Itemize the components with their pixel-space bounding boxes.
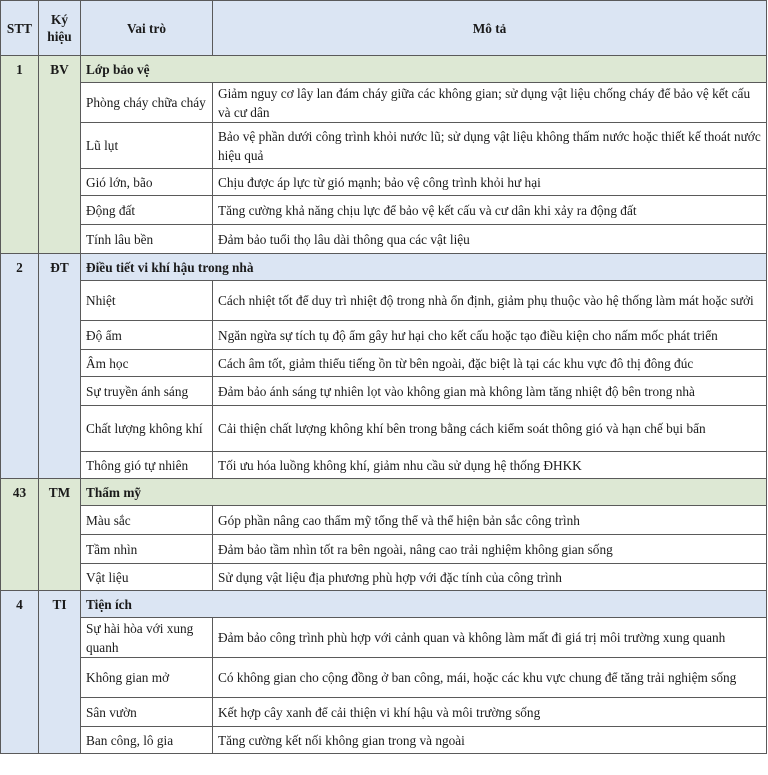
section-stt: 2 [1, 254, 39, 479]
role-cell: Sân vườn [81, 698, 213, 727]
section-row [1, 56, 767, 83]
table-row [1, 196, 767, 225]
table-row [1, 618, 767, 658]
role-cell: Nhiệt [81, 281, 213, 321]
table-row [1, 83, 767, 123]
section-title: Thẩm mỹ [81, 479, 767, 506]
section-symbol: TI [39, 591, 81, 754]
description-cell: Đảm bảo ánh sáng tự nhiên lọt vào không gian mà không làm tăng nhiệt độ bên trong nhà [213, 377, 767, 406]
role-cell: Âm học [81, 350, 213, 377]
section-title: Lớp bảo vệ [81, 56, 767, 83]
section-symbol: BV [39, 56, 81, 254]
role-cell: Màu sắc [81, 506, 213, 535]
role-cell: Tính lâu bền [81, 225, 213, 254]
role-cell: Tầm nhìn [81, 535, 213, 564]
table-row [1, 727, 767, 754]
description-cell: Tối ưu hóa luồng không khí, giảm nhu cầu sử dụng hệ thống ĐHKK [213, 452, 767, 479]
table-row [1, 321, 767, 350]
description-cell: Giảm nguy cơ lây lan đám cháy giữa các không gian; sử dụng vật liệu chống cháy để bảo vệ kết cấu và cư dân [213, 83, 767, 123]
role-cell: Động đất [81, 196, 213, 225]
section-symbol: ĐT [39, 254, 81, 479]
description-cell: Tăng cường khả năng chịu lực để bảo vệ kết cấu và cư dân khi xảy ra động đất [213, 196, 767, 225]
role-cell: Chất lượng không khí [81, 406, 213, 452]
table-row [1, 535, 767, 564]
description-cell: Chịu được áp lực từ gió mạnh; bảo vệ công trình khỏi hư hại [213, 169, 767, 196]
description-cell: Cách âm tốt, giảm thiểu tiếng ồn từ bên ngoài, đặc biệt là tại các khu vực đô thị đông đúc [213, 350, 767, 377]
role-cell: Vật liệu [81, 564, 213, 591]
header-description: Mô tả [213, 1, 767, 56]
section-title: Điều tiết vi khí hậu trong nhà [81, 254, 767, 281]
role-cell: Phòng cháy chữa cháy [81, 83, 213, 123]
header-stt: STT [1, 1, 39, 56]
table-row [1, 225, 767, 254]
role-cell: Sự hài hòa với xung quanh [81, 618, 213, 658]
description-cell: Tăng cường kết nối không gian trong và ngoài [213, 727, 767, 754]
table-row [1, 281, 767, 321]
description-cell: Cách nhiệt tốt để duy trì nhiệt độ trong nhà ổn định, giảm phụ thuộc vào hệ thống làm mát hoặc sưởi [213, 281, 767, 321]
description-cell: Góp phần nâng cao thẩm mỹ tổng thể và thể hiện bản sắc công trình [213, 506, 767, 535]
description-cell: Kết hợp cây xanh để cải thiện vi khí hậu và môi trường sống [213, 698, 767, 727]
header-role: Vai trò [81, 1, 213, 56]
description-cell: Đảm bảo tuổi thọ lâu dài thông qua các vật liệu [213, 225, 767, 254]
section-row [1, 479, 767, 506]
section-stt: 43 [1, 479, 39, 591]
description-cell: Đảm bảo công trình phù hợp với cảnh quan và không làm mất đi giá trị môi trường xung quanh [213, 618, 767, 658]
description-cell: Đảm bảo tầm nhìn tốt ra bên ngoài, nâng cao trải nghiệm không gian sống [213, 535, 767, 564]
header-symbol: Ký hiệu [39, 1, 81, 56]
section-row [1, 254, 767, 281]
section-row [1, 591, 767, 618]
table-row [1, 377, 767, 406]
section-stt: 4 [1, 591, 39, 754]
table-row [1, 564, 767, 591]
description-cell: Cải thiện chất lượng không khí bên trong bằng cách kiểm soát thông gió và hạn chế bụi bẩn [213, 406, 767, 452]
section-symbol: TM [39, 479, 81, 591]
table-row [1, 658, 767, 698]
table-row [1, 452, 767, 479]
table-row [1, 406, 767, 452]
table-row [1, 698, 767, 727]
table-row [1, 350, 767, 377]
role-cell: Gió lớn, bão [81, 169, 213, 196]
table-row [1, 506, 767, 535]
role-cell: Không gian mở [81, 658, 213, 698]
role-cell: Sự truyền ánh sáng [81, 377, 213, 406]
description-cell: Ngăn ngừa sự tích tụ độ ẩm gây hư hại cho kết cấu hoặc tạo điều kiện cho nấm mốc phát triển [213, 321, 767, 350]
header-row [1, 1, 767, 56]
table-row [1, 123, 767, 169]
role-cell: Lũ lụt [81, 123, 213, 169]
description-cell: Bảo vệ phần dưới công trình khỏi nước lũ; sử dụng vật liệu không thấm nước hoặc thiết kế thoát nước hiệu quả [213, 123, 767, 169]
section-stt: 1 [1, 56, 39, 254]
description-cell: Sử dụng vật liệu địa phương phù hợp với đặc tính của công trình [213, 564, 767, 591]
role-cell: Độ ẩm [81, 321, 213, 350]
description-cell: Có không gian cho cộng đồng ở ban công, mái, hoặc các khu vực chung để tăng trải nghiệm sống [213, 658, 767, 698]
role-cell: Ban công, lô gia [81, 727, 213, 754]
table-row [1, 169, 767, 196]
section-title: Tiện ích [81, 591, 767, 618]
role-cell: Thông gió tự nhiên [81, 452, 213, 479]
